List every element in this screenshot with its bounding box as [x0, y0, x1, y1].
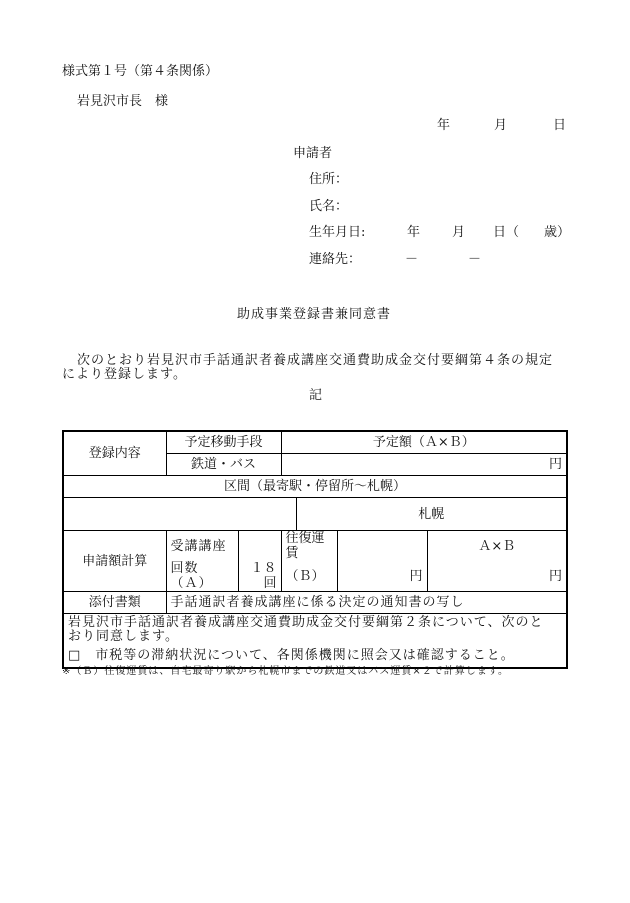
registration-table — [62, 430, 568, 669]
axb-label: Ａ×Ｂ — [427, 531, 567, 562]
date-day: 日 — [553, 118, 567, 133]
attachment-label: 添付書類 — [63, 592, 166, 614]
course-count-top — [238, 531, 281, 562]
applicant-heading: 申請者 — [293, 146, 333, 161]
transport-header: 予定移動手段 — [166, 431, 281, 454]
table-row — [63, 476, 567, 498]
intro-line-2: により登録します。 — [62, 367, 187, 382]
amount-yen: 円 — [281, 454, 567, 476]
contact-label: 連絡先： — [309, 252, 362, 267]
form-number: 様式第１号（第４条関係） — [62, 64, 219, 79]
ki-mark: 記 — [309, 388, 323, 403]
fare-value-top — [337, 531, 427, 562]
consent-checkbox[interactable]: □ 市税等の滞納状況について、各関係機関に照会又は確認すること。 — [68, 648, 515, 663]
route-destination: 札幌 — [296, 498, 567, 531]
birth-month: 月 — [452, 225, 466, 240]
attachment-value: 手話通訳者養成講座に係る決定の通知書の写し — [166, 592, 567, 614]
birth-age: 歳） — [544, 225, 571, 240]
consent-line-2: おり同意します。 — [68, 629, 179, 644]
birthdate-label: 生年月日: — [309, 225, 366, 240]
calc-label: 申請額計算 — [63, 531, 166, 592]
consent-line-1: 岩見沢市手話通訳者養成講座交通費助成金交付要綱第２条について、次のと — [68, 615, 544, 630]
intro-line-1: 次のとおり岩見沢市手話通訳者養成講座交通費助成金交付要綱第４条の規定 — [77, 353, 554, 368]
address-label: 住所： — [309, 172, 349, 187]
name-label: 氏名： — [309, 199, 349, 214]
addressee: 岩見沢市長 様 — [77, 94, 169, 109]
amount-header: 予定額（Ａ×Ｂ） — [281, 431, 567, 454]
route-header: 区間（最寄駅・停留所～札幌） — [63, 476, 567, 498]
fare-label-2: （Ｂ） — [281, 561, 337, 592]
table-row — [63, 614, 567, 669]
course-label-2: 回数（Ａ） — [166, 561, 238, 592]
consent-cell — [63, 614, 567, 669]
footnote: ※（Ｂ）往復運賃は、自宅最寄り駅から札幌市までの鉄道又はバス運賃×２で計算します。 — [62, 666, 509, 677]
contact-dash-2: － — [468, 252, 482, 267]
fare-label-1: 往復運賃 — [281, 531, 337, 562]
table-row — [63, 592, 567, 614]
course-label-1: 受講講座 — [166, 531, 238, 562]
table-row — [63, 431, 567, 454]
registration-label: 登録内容 — [63, 431, 166, 476]
birth-day: 日（ — [493, 225, 520, 240]
route-origin-cell[interactable] — [63, 498, 296, 531]
table-row — [63, 498, 567, 531]
date-month: 月 — [494, 118, 508, 133]
course-count: １８回 — [238, 561, 281, 592]
date-year: 年 — [437, 118, 451, 133]
transport-value: 鉄道・バス — [166, 454, 281, 476]
document-title: 助成事業登録書兼同意書 — [237, 307, 392, 322]
fare-yen: 円 — [337, 561, 427, 592]
contact-dash-1: － — [405, 252, 419, 267]
birth-year: 年 — [407, 225, 421, 240]
table-row — [63, 531, 567, 562]
axb-yen: 円 — [427, 561, 567, 592]
